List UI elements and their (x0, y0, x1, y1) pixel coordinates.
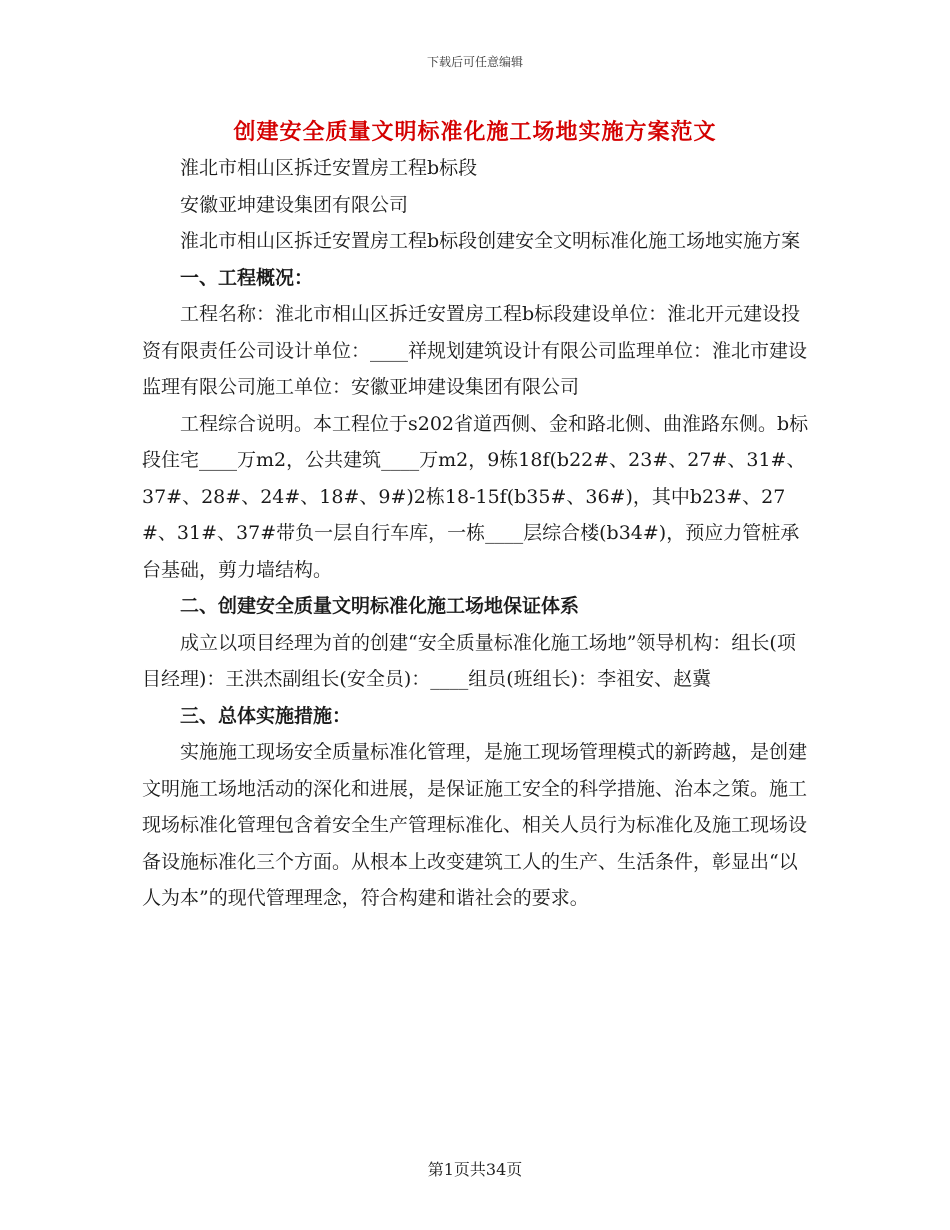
paragraph: 实施施工现场安全质量标准化管理，是施工现场管理模式的新跨越，是创建文明施工场地活动的深化和进展，是保证施工安全的科学措施、治本之策。施工现场标准化管理包含着安全生产管理标准化、相关人员行为标准化及施工现场设备设施标准化三个方面。从根本上改变建筑工人的生产、生活条件，彰显出“以人为本”的现代管理理念，符合构建和谐社会的要求。 (142, 741, 808, 909)
page-header: 下载后可任意编辑 (426, 55, 523, 69)
paragraph: 淮北市相山区拆迁安置房工程b标段创建安全文明标准化施工场地实施方案 (180, 230, 801, 252)
paragraph: 工程综合说明。本工程位于s202省道西侧、金和路北侧、曲淮路东侧。b标段住宅____万m2，公共建筑____万m2，9栋18f(b22#、23#、27#、31#、37#、28#、24#、18#、9#)2栋18-15f(b35#、36#)，其中b23#、27#、31#、37#带负一层自行车库，一栋____层综合楼(b34#)，预应力管桩承台基础，剪力墙结构。 (142, 412, 809, 581)
section-heading: 二、创建安全质量文明标准化施工场地保证体系 (180, 595, 580, 617)
paragraph: 成立以项目经理为首的创建“安全质量标准化施工场地”领导机构：组长(项目经理)：王洪杰副组长(安全员)：____组员(班组长)：李祖安、赵冀 (142, 631, 796, 690)
page-footer: 第1页共34页 (427, 1160, 523, 1179)
paragraph: 淮北市相山区拆迁安置房工程b标段 (180, 157, 478, 179)
document-body (142, 150, 812, 917)
section-heading: 三、总体实施措施： (180, 704, 352, 727)
section-heading: 一、工程概况： (180, 266, 314, 289)
paragraph: 安徽亚坤建设集团有限公司 (180, 193, 409, 216)
paragraph: 工程名称：淮北市相山区拆迁安置房工程b标段建设单位：淮北开元建设投资有限责任公司设计单位：____祥规划建筑设计有限公司监理单位：淮北市建设监理有限公司施工单位：安徽亚坤建设集团有限公司 (142, 303, 808, 398)
document-title: 创建安全质量文明标准化施工场地实施方案范文 (233, 119, 717, 145)
